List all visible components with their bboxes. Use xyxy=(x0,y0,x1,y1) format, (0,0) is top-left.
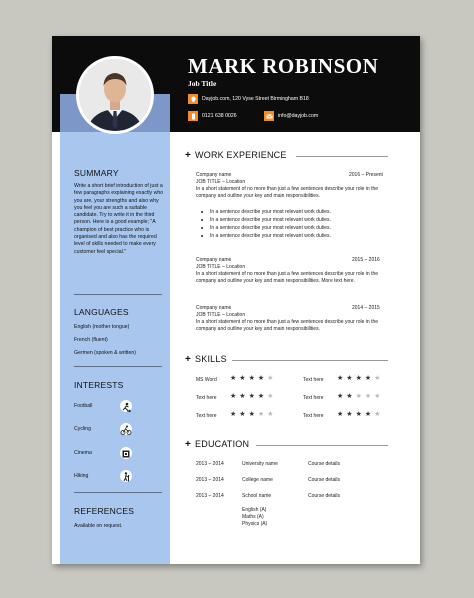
resume-page xyxy=(52,36,420,564)
work-experience-heading xyxy=(185,150,287,161)
star-filled-icon: ★ xyxy=(346,393,356,400)
star-filled-icon: ★ xyxy=(346,411,356,418)
address-contact xyxy=(188,94,309,104)
star-empty-icon: ★ xyxy=(355,393,365,400)
education-school: University name xyxy=(242,461,278,467)
job-duty: In a sentence describe your most relevant work duties. xyxy=(210,217,331,223)
star-filled-icon: ★ xyxy=(337,393,347,400)
company-name: Company name xyxy=(196,257,232,263)
star-filled-icon: ★ xyxy=(355,411,365,418)
cycling-icon xyxy=(120,423,132,435)
star-empty-icon: ★ xyxy=(374,393,384,400)
company-name: Company name xyxy=(196,305,232,311)
star-filled-icon: ★ xyxy=(337,375,347,382)
education-school: School name xyxy=(242,493,272,499)
star-filled-icon: ★ xyxy=(239,411,249,418)
job-role: JOB TITLE – Location xyxy=(196,179,246,185)
company-name: Company name xyxy=(196,172,232,178)
skill-label: Text here xyxy=(303,395,324,401)
skill-rating xyxy=(230,411,276,419)
email-contact[interactable] xyxy=(264,111,318,121)
star-filled-icon: ★ xyxy=(364,411,375,418)
star-filled-icon: ★ xyxy=(257,375,268,382)
skill-label: Text here xyxy=(303,377,324,383)
language-item: English (mother tongue) xyxy=(74,324,130,330)
job-duty: In a sentence describe your most relevant work duties. xyxy=(210,225,331,231)
star-empty-icon: ★ xyxy=(267,393,277,400)
email-text: info@dayjob.com xyxy=(278,113,319,119)
star-filled-icon: ★ xyxy=(230,411,240,418)
job-duty: In a sentence describe your most relevant work duties. xyxy=(210,209,331,215)
references-heading: REFERENCES xyxy=(74,506,135,516)
job-title: Job Title xyxy=(188,79,217,88)
job-description: In a short statement of no more than just a few sentences describe your role in the company and outline your key and main responsibilities. More text here. xyxy=(196,271,379,284)
candidate-name: MARK ROBINSON xyxy=(188,54,379,78)
summary-text: Write a short brief introduction of just a few paragraphs explaining exactly who you are, your strengths and also why you feel you are such a suitable candidate. Try to write it in the third person. Here is a good example; "A champion of best practice who is organised and also has the required level of skills needed to make every customer feel special." xyxy=(74,183,164,255)
heading-rule xyxy=(232,360,388,361)
star-filled-icon: ★ xyxy=(364,375,375,382)
star-filled-icon: ★ xyxy=(230,393,240,400)
skills-heading xyxy=(185,354,227,365)
job-role: JOB TITLE – Location xyxy=(196,312,246,318)
star-empty-icon: ★ xyxy=(267,411,277,418)
interest-item: Cinema xyxy=(74,450,92,456)
football-icon xyxy=(120,400,132,412)
star-filled-icon: ★ xyxy=(355,375,365,382)
skill-rating xyxy=(337,375,383,383)
grade-item: Physics (A) xyxy=(242,521,268,527)
grade-item: English (A) xyxy=(242,507,267,513)
job-role: JOB TITLE – Location xyxy=(196,264,246,270)
star-filled-icon: ★ xyxy=(239,393,249,400)
job-dates: 2014 – 2015 xyxy=(352,305,380,311)
phone-contact xyxy=(188,111,237,121)
star-empty-icon: ★ xyxy=(267,375,277,382)
star-filled-icon: ★ xyxy=(248,375,258,382)
heading-rule xyxy=(296,156,388,157)
education-heading xyxy=(185,439,249,450)
divider xyxy=(74,294,162,295)
star-empty-icon: ★ xyxy=(364,393,375,400)
education-dates: 2013 – 2014 xyxy=(196,477,224,483)
plus-icon: + xyxy=(185,354,192,365)
references-text: Available on request. xyxy=(74,523,123,529)
education-dates: 2013 – 2014 xyxy=(196,461,224,467)
star-filled-icon: ★ xyxy=(257,393,268,400)
skill-label: Text here xyxy=(196,395,217,401)
address-text: Dayjob.com, 120 Vyse Street Birmingham B18 xyxy=(202,96,309,102)
education-title: EDUCATION xyxy=(195,439,250,449)
job-duty: In a sentence describe your most relevant work duties. xyxy=(210,233,331,239)
interest-item: Hiking xyxy=(74,473,89,479)
star-filled-icon: ★ xyxy=(248,411,258,418)
plus-icon: + xyxy=(185,439,192,450)
star-filled-icon: ★ xyxy=(230,375,240,382)
education-course: Course details xyxy=(308,477,340,483)
language-item: French (fluent) xyxy=(74,337,108,343)
divider xyxy=(74,366,162,367)
skills-title: SKILLS xyxy=(195,354,227,364)
job-description: In a short statement of no more than just a few sentences describe your role in the company and outline your key and main responsibilities. xyxy=(196,186,379,199)
education-dates: 2013 – 2014 xyxy=(196,493,224,499)
plus-icon: + xyxy=(185,150,192,161)
cinema-icon xyxy=(120,447,132,459)
location-icon xyxy=(188,94,198,104)
summary-heading: SUMMARY xyxy=(74,168,119,178)
skill-label: MS Word xyxy=(196,377,217,383)
star-filled-icon: ★ xyxy=(346,375,356,382)
skill-rating xyxy=(337,411,383,419)
languages-heading: LANGUAGES xyxy=(74,307,129,317)
interest-item: Football xyxy=(74,403,93,409)
skill-rating xyxy=(337,393,383,401)
skill-label: Text here xyxy=(196,413,217,419)
education-school: College name xyxy=(242,477,273,483)
work-experience-title: WORK EXPERIENCE xyxy=(195,150,287,160)
phone-text: 0121 638 0026 xyxy=(202,113,237,119)
star-filled-icon: ★ xyxy=(239,375,249,382)
education-course: Course details xyxy=(308,461,340,467)
star-empty-icon: ★ xyxy=(374,375,384,382)
interests-heading: INTERESTS xyxy=(74,380,124,390)
heading-rule xyxy=(256,445,388,446)
job-dates: 2015 – 2016 xyxy=(352,257,380,263)
interest-item: Cycling xyxy=(74,426,92,432)
star-filled-icon: ★ xyxy=(337,411,347,418)
grade-item: Maths (A) xyxy=(242,514,264,520)
divider xyxy=(74,492,162,493)
phone-icon xyxy=(188,111,198,121)
job-dates: 2016 – Present xyxy=(349,172,383,178)
education-course: Course details xyxy=(308,493,340,499)
job-description: In a short statement of no more than just a few sentences describe your role in the company and outline your key and main responsibilities. xyxy=(196,319,379,332)
star-empty-icon: ★ xyxy=(374,411,384,418)
skill-rating xyxy=(230,375,276,383)
skill-rating xyxy=(230,393,276,401)
skill-label: Text here xyxy=(303,413,324,419)
email-icon xyxy=(264,111,274,121)
star-empty-icon: ★ xyxy=(257,411,268,418)
star-filled-icon: ★ xyxy=(248,393,258,400)
profile-photo xyxy=(76,56,154,134)
language-item: Germen (spoken & written) xyxy=(74,350,136,356)
hiking-icon xyxy=(120,470,132,482)
